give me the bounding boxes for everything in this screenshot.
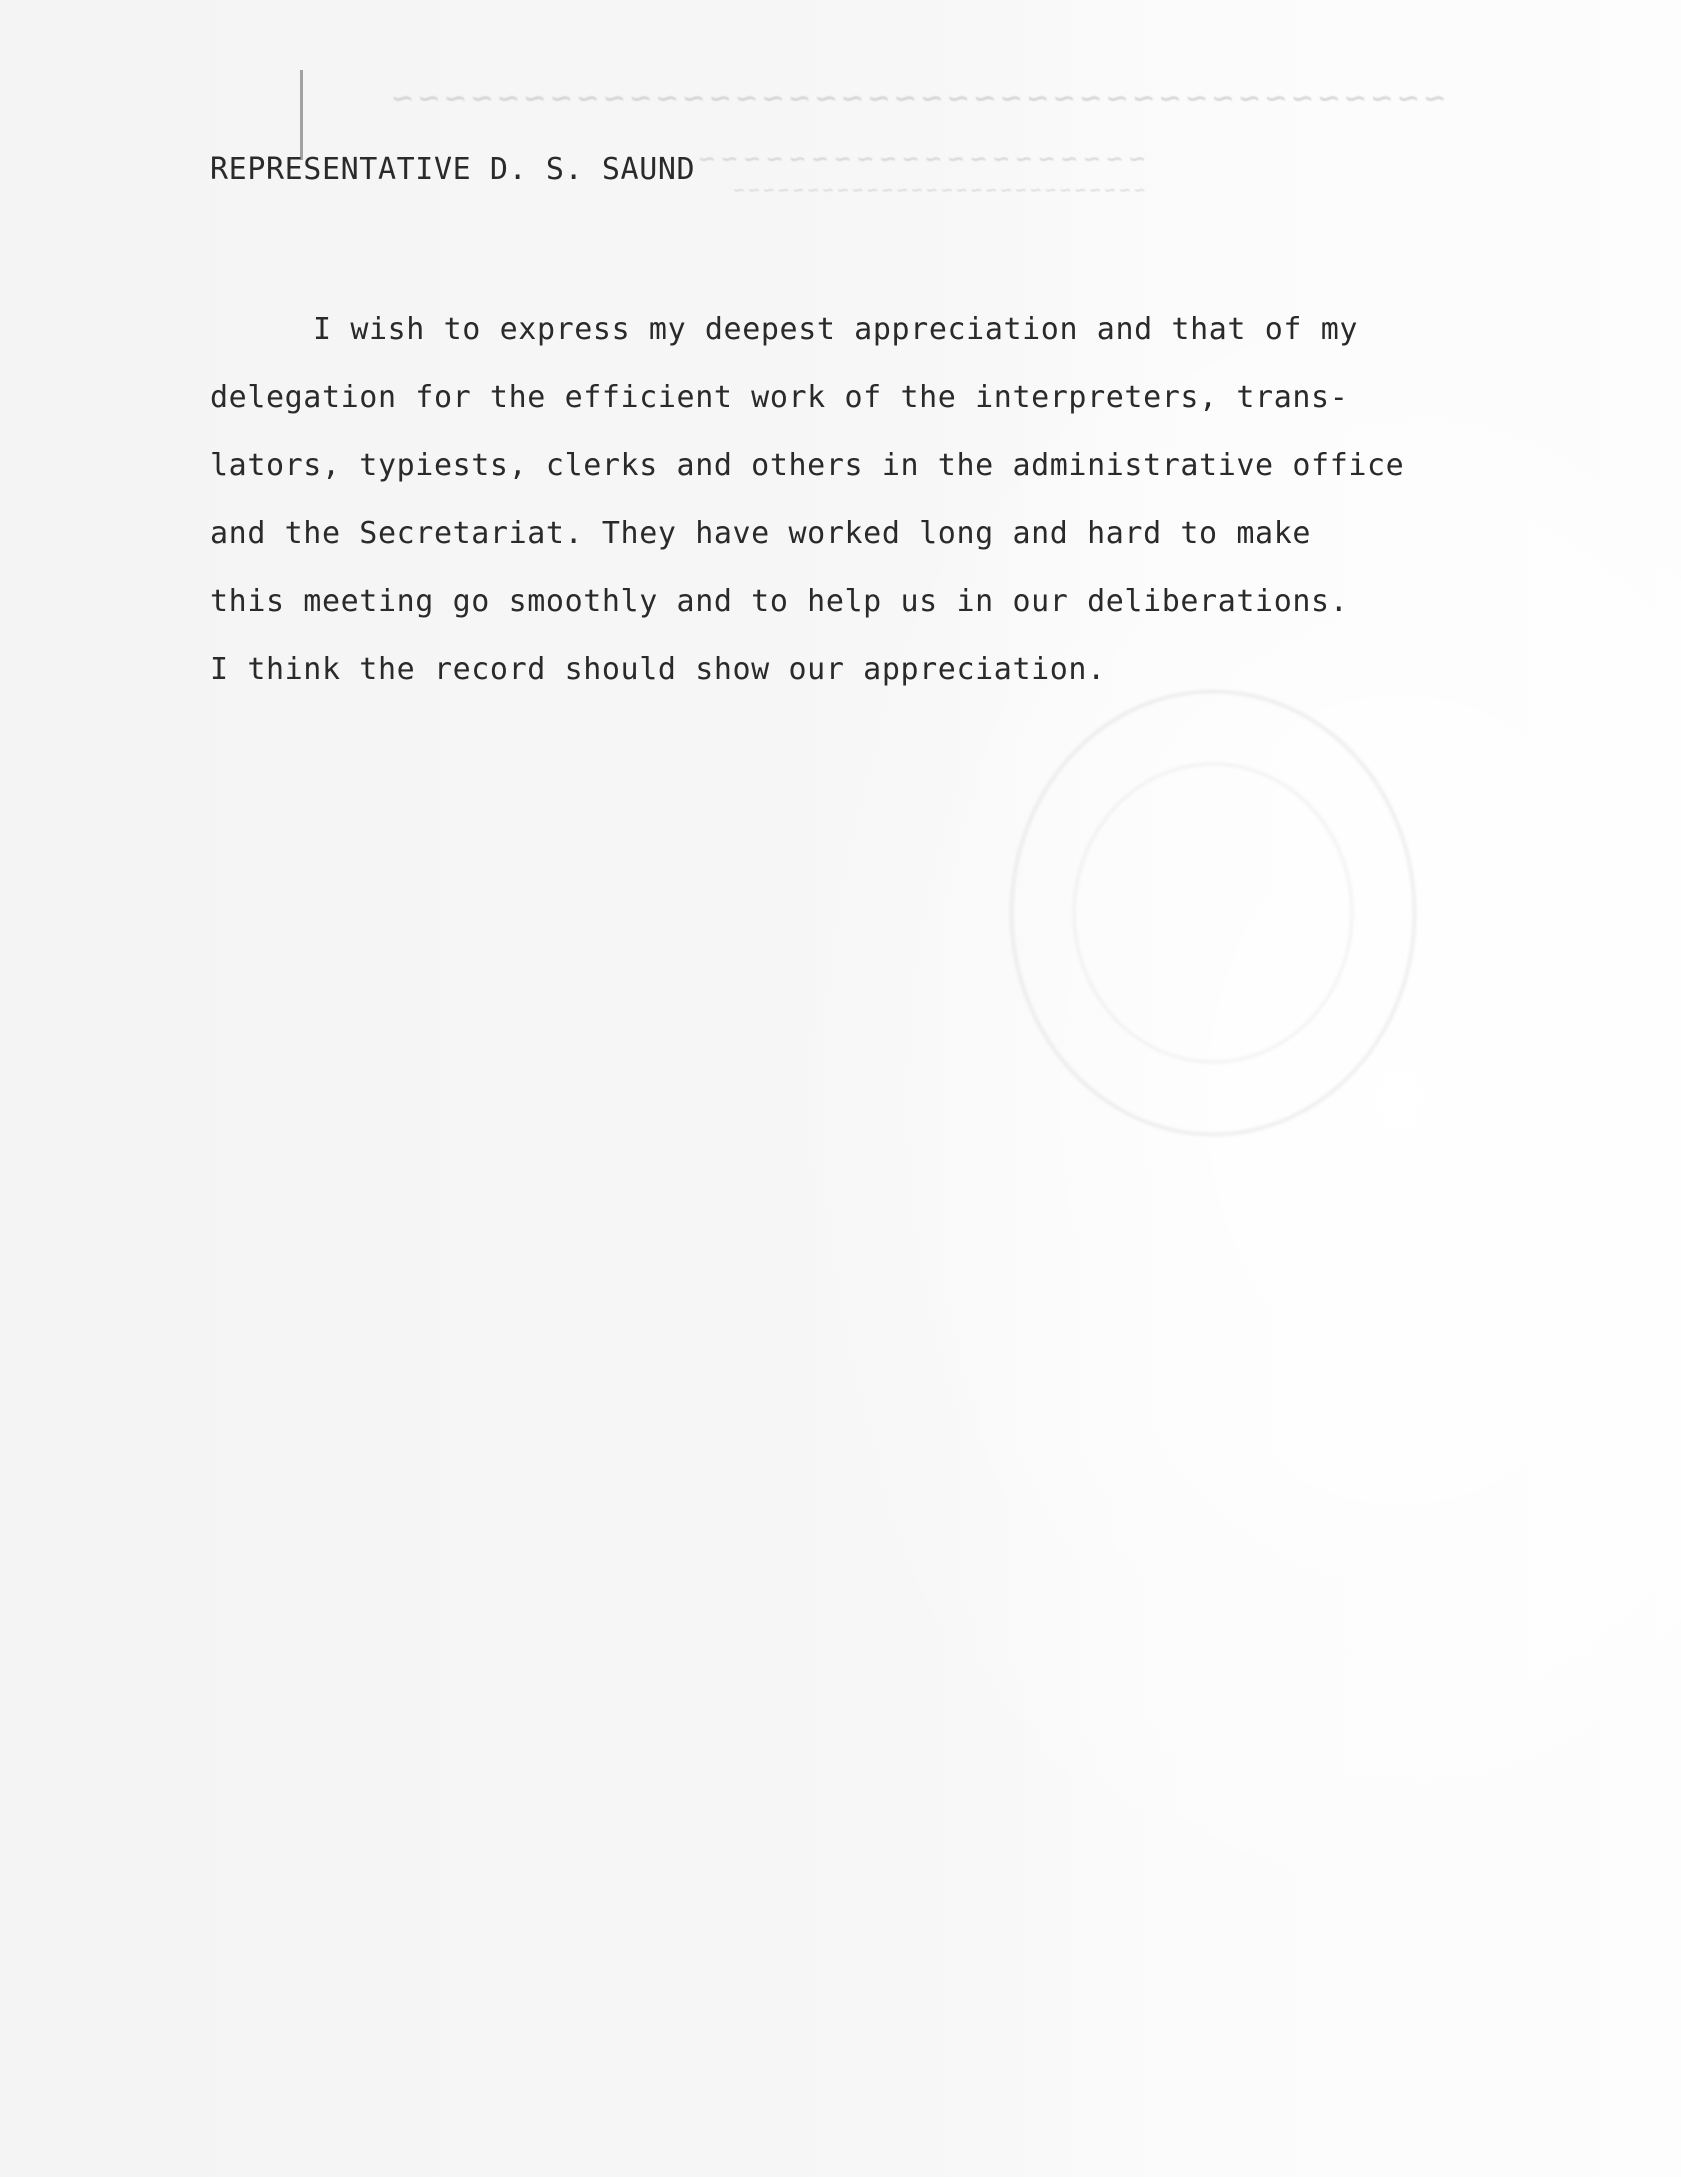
- statement-paragraph: [210, 296, 1540, 704]
- paragraph-line: this meeting go smoothly and to help us in our deliberations.: [210, 584, 1349, 619]
- paragraph-line: and the Secretariat. They have worked long and hard to make: [210, 516, 1312, 551]
- document-heading: REPRESENTATIVE D. S. SAUND: [210, 152, 696, 187]
- paragraph-line: I wish to express my deepest appreciation and that of my: [313, 312, 1359, 347]
- paragraph-line: lators, typiests, clerks and others in the administrative office: [210, 448, 1405, 483]
- paragraph-line: I think the record should show our appreciation.: [210, 652, 1106, 687]
- paragraph-line: delegation for the efficient work of the interpreters, trans-: [210, 380, 1349, 415]
- typed-document: [210, 140, 1540, 704]
- bleed-through-letterhead: ~~~~~~~~~~~~~~~~~~~~~~~~~~~~~~~~~~~~~~~~ ~~~~~~~~~~~~~~~~~~~~ ~~~~~~~~~~~~~~~~~~~~~~~~~~~~: [386, 78, 1445, 201]
- embossed-seal-mark: [1010, 690, 1416, 1136]
